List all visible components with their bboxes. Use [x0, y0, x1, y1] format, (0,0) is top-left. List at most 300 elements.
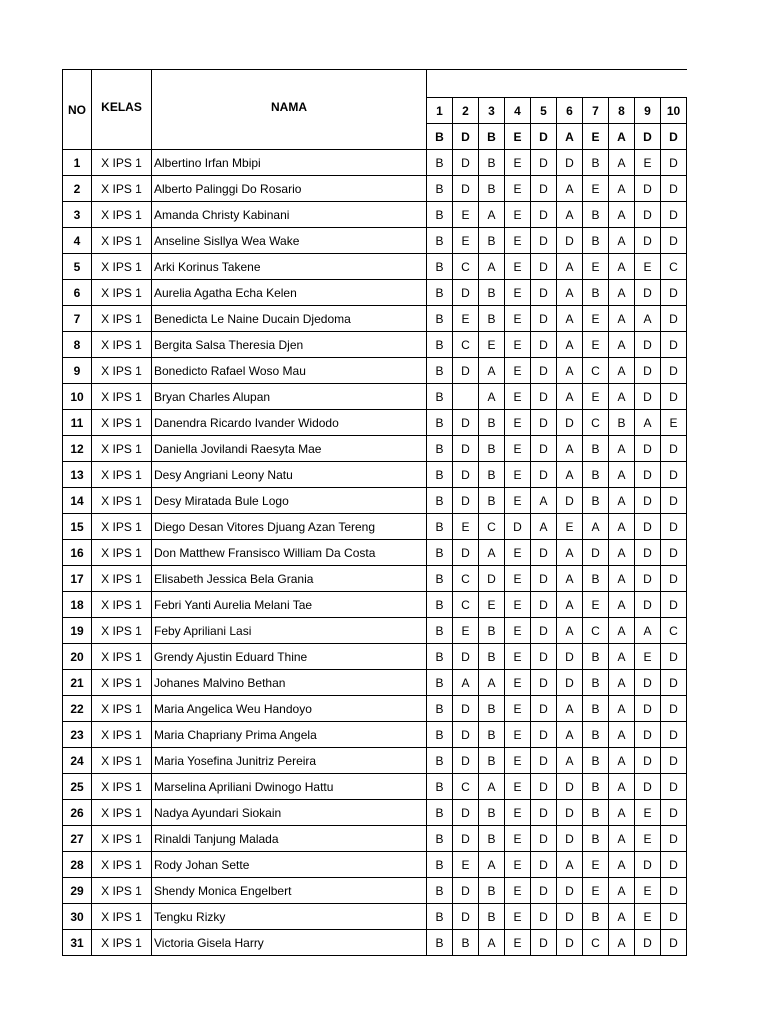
table-row — [63, 618, 687, 644]
answer-cell: D — [557, 670, 583, 696]
answer-cell: D — [531, 930, 557, 956]
answer-cell: B — [583, 748, 609, 774]
answer-cell: D — [661, 566, 687, 592]
student-rows — [63, 150, 687, 956]
answer-cell: D — [531, 878, 557, 904]
row-number: 19 — [63, 618, 92, 644]
row-number: 3 — [63, 202, 92, 228]
answer-cell: E — [505, 878, 531, 904]
row-number: 22 — [63, 696, 92, 722]
answer-sheet-table — [62, 69, 687, 956]
answer-cell: E — [505, 566, 531, 592]
answer-cell: A — [557, 696, 583, 722]
class-cell: X IPS 1 — [92, 410, 152, 436]
answer-key-6: A — [557, 124, 583, 150]
answer-cell: D — [531, 332, 557, 358]
answer-cell: A — [609, 150, 635, 176]
answer-cell: E — [505, 332, 531, 358]
table-row — [63, 670, 687, 696]
class-cell: X IPS 1 — [92, 306, 152, 332]
student-name: Maria Yosefina Junitriz Pereira — [152, 748, 427, 774]
row-number: 18 — [63, 592, 92, 618]
answer-cell: E — [505, 488, 531, 514]
answer-cell: C — [453, 592, 479, 618]
class-cell: X IPS 1 — [92, 436, 152, 462]
student-name: Marselina Apriliani Dwinogo Hattu — [152, 774, 427, 800]
answer-cell: A — [479, 384, 505, 410]
table-row — [63, 332, 687, 358]
answer-cell: D — [557, 410, 583, 436]
answer-cell: A — [531, 514, 557, 540]
answer-cell: D — [531, 410, 557, 436]
table-row — [63, 748, 687, 774]
answer-cell: E — [505, 306, 531, 332]
answer-cell: B — [427, 150, 453, 176]
answer-cell: A — [557, 280, 583, 306]
student-name: Grendy Ajustin Eduard Thine — [152, 644, 427, 670]
class-cell: X IPS 1 — [92, 540, 152, 566]
answer-cell: E — [505, 202, 531, 228]
student-name: Aurelia Agatha Echa Kelen — [152, 280, 427, 306]
class-cell: X IPS 1 — [92, 176, 152, 202]
answer-cell: B — [427, 774, 453, 800]
answer-cell: A — [557, 306, 583, 332]
answer-cell: D — [557, 904, 583, 930]
answer-cell: D — [583, 540, 609, 566]
answer-cell: D — [453, 436, 479, 462]
answer-cell: A — [557, 852, 583, 878]
answer-cell: A — [557, 332, 583, 358]
header-kelas: KELAS — [92, 70, 152, 150]
answer-cell: C — [583, 358, 609, 384]
row-number: 26 — [63, 800, 92, 826]
answer-cell: A — [609, 332, 635, 358]
row-number: 24 — [63, 748, 92, 774]
student-name: Febri Yanti Aurelia Melani Tae — [152, 592, 427, 618]
table-row — [63, 540, 687, 566]
row-number: 10 — [63, 384, 92, 410]
row-number: 21 — [63, 670, 92, 696]
table-row — [63, 826, 687, 852]
student-name: Bergita Salsa Theresia Djen — [152, 332, 427, 358]
answer-cell: D — [635, 696, 661, 722]
student-name: Maria Chapriany Prima Angela — [152, 722, 427, 748]
answer-cell: B — [427, 722, 453, 748]
answer-cell: E — [583, 384, 609, 410]
answer-cell: B — [583, 566, 609, 592]
table-row — [63, 904, 687, 930]
answer-cell: D — [557, 644, 583, 670]
answer-cell: D — [635, 774, 661, 800]
answer-cell: D — [661, 592, 687, 618]
answer-cell: B — [583, 904, 609, 930]
table-row — [63, 410, 687, 436]
answer-cell: B — [583, 436, 609, 462]
answer-cell: E — [635, 826, 661, 852]
answer-cell: D — [453, 878, 479, 904]
question-number-4: 4 — [505, 98, 531, 124]
answer-cell: D — [531, 800, 557, 826]
answer-cell: A — [479, 930, 505, 956]
class-cell: X IPS 1 — [92, 566, 152, 592]
student-name: Nadya Ayundari Siokain — [152, 800, 427, 826]
answer-cell: D — [453, 176, 479, 202]
answer-cell: B — [427, 826, 453, 852]
answer-cell: D — [505, 514, 531, 540]
row-number: 23 — [63, 722, 92, 748]
answer-cell: E — [505, 462, 531, 488]
answer-cell: D — [531, 462, 557, 488]
class-cell: X IPS 1 — [92, 826, 152, 852]
question-number-5: 5 — [531, 98, 557, 124]
student-name: Maria Angelica Weu Handoyo — [152, 696, 427, 722]
student-name: Bonedicto Rafael Woso Mau — [152, 358, 427, 384]
row-number: 6 — [63, 280, 92, 306]
answer-cell: B — [427, 618, 453, 644]
answer-cell: E — [453, 306, 479, 332]
answer-cell: C — [453, 566, 479, 592]
answer-cell: D — [531, 228, 557, 254]
answer-cell: E — [505, 826, 531, 852]
answer-cell: B — [479, 722, 505, 748]
answer-cell: B — [427, 930, 453, 956]
answer-cell: B — [479, 826, 505, 852]
answer-cell: A — [609, 774, 635, 800]
answer-cell: A — [635, 410, 661, 436]
answer-cell: B — [427, 254, 453, 280]
answer-cell: D — [531, 592, 557, 618]
student-name: Arki Korinus Takene — [152, 254, 427, 280]
answer-cell: B — [427, 878, 453, 904]
answer-cell: E — [505, 436, 531, 462]
answer-cell: A — [557, 254, 583, 280]
answer-cell: D — [661, 800, 687, 826]
answer-key-8: A — [609, 124, 635, 150]
answer-cell: D — [661, 670, 687, 696]
answer-key-10: D — [661, 124, 687, 150]
class-cell: X IPS 1 — [92, 592, 152, 618]
student-name: Diego Desan Vitores Djuang Azan Tereng — [152, 514, 427, 540]
answer-cell: A — [609, 852, 635, 878]
student-name: Alberto Palinggi Do Rosario — [152, 176, 427, 202]
answer-cell: A — [557, 722, 583, 748]
student-name: Rody Johan Sette — [152, 852, 427, 878]
row-number: 8 — [63, 332, 92, 358]
answer-cell: D — [635, 852, 661, 878]
answer-cell: D — [453, 696, 479, 722]
student-name: Albertino Irfan Mbipi — [152, 150, 427, 176]
answer-key-1: B — [427, 124, 453, 150]
answer-cell: A — [479, 670, 505, 696]
answer-cell: B — [479, 878, 505, 904]
question-number-1: 1 — [427, 98, 453, 124]
class-cell: X IPS 1 — [92, 670, 152, 696]
answer-cell: E — [635, 254, 661, 280]
answer-cell: D — [531, 774, 557, 800]
answer-cell: E — [505, 644, 531, 670]
answer-cell: D — [635, 722, 661, 748]
answer-key-4: E — [505, 124, 531, 150]
class-cell: X IPS 1 — [92, 748, 152, 774]
table-row — [63, 852, 687, 878]
answer-cell: E — [583, 592, 609, 618]
answer-cell: A — [609, 540, 635, 566]
answer-cell: E — [505, 930, 531, 956]
answer-cell: D — [531, 904, 557, 930]
answer-cell: E — [505, 280, 531, 306]
answer-cell: D — [531, 540, 557, 566]
answer-cell: D — [661, 332, 687, 358]
answer-cell: A — [609, 826, 635, 852]
answer-cell: A — [609, 358, 635, 384]
answer-cell: A — [609, 514, 635, 540]
answer-cell: D — [531, 280, 557, 306]
table-row — [63, 358, 687, 384]
answer-cell: B — [479, 800, 505, 826]
student-name: Desy Miratada Bule Logo — [152, 488, 427, 514]
student-name: Bryan Charles Alupan — [152, 384, 427, 410]
table-row — [63, 514, 687, 540]
answer-cell: A — [609, 280, 635, 306]
answer-cell: E — [505, 852, 531, 878]
answer-cell: A — [609, 592, 635, 618]
header-question-group — [427, 70, 687, 98]
row-number: 2 — [63, 176, 92, 202]
answer-cell: D — [531, 748, 557, 774]
answer-cell: A — [609, 722, 635, 748]
answer-cell: B — [427, 306, 453, 332]
answer-cell: B — [427, 280, 453, 306]
answer-cell: D — [635, 384, 661, 410]
class-cell: X IPS 1 — [92, 150, 152, 176]
answer-cell: E — [505, 358, 531, 384]
answer-cell: E — [583, 852, 609, 878]
answer-cell: C — [661, 254, 687, 280]
answer-cell: B — [479, 618, 505, 644]
answer-cell: D — [531, 618, 557, 644]
table-row — [63, 254, 687, 280]
answer-cell: B — [479, 488, 505, 514]
answer-cell: D — [661, 488, 687, 514]
answer-cell: E — [505, 670, 531, 696]
answer-cell: D — [531, 722, 557, 748]
answer-key-9: D — [635, 124, 661, 150]
question-number-10: 10 — [661, 98, 687, 124]
answer-cell: B — [479, 176, 505, 202]
class-cell: X IPS 1 — [92, 254, 152, 280]
table-row — [63, 878, 687, 904]
answer-cell: B — [583, 228, 609, 254]
answer-cell: A — [557, 748, 583, 774]
question-number-8: 8 — [609, 98, 635, 124]
row-number: 29 — [63, 878, 92, 904]
answer-cell: C — [453, 254, 479, 280]
table-row — [63, 696, 687, 722]
answer-cell: A — [609, 696, 635, 722]
answer-cell: D — [635, 488, 661, 514]
student-name: Anseline Sisllya Wea Wake — [152, 228, 427, 254]
class-cell: X IPS 1 — [92, 774, 152, 800]
row-number: 28 — [63, 852, 92, 878]
answer-cell: D — [531, 852, 557, 878]
answer-cell: B — [583, 670, 609, 696]
answer-cell: E — [479, 332, 505, 358]
answer-cell: E — [661, 410, 687, 436]
answer-cell: A — [479, 774, 505, 800]
answer-cell — [453, 384, 479, 410]
answer-cell: B — [479, 150, 505, 176]
student-name: Benedicta Le Naine Ducain Djedoma — [152, 306, 427, 332]
answer-cell: E — [635, 904, 661, 930]
row-number: 12 — [63, 436, 92, 462]
table-row — [63, 592, 687, 618]
answer-cell: A — [609, 436, 635, 462]
answer-cell: A — [609, 904, 635, 930]
answer-cell: D — [557, 930, 583, 956]
answer-cell: B — [479, 748, 505, 774]
answer-cell: D — [635, 748, 661, 774]
answer-cell: B — [479, 410, 505, 436]
student-name: Feby Apriliani Lasi — [152, 618, 427, 644]
answer-cell: D — [635, 670, 661, 696]
student-name: Victoria Gisela Harry — [152, 930, 427, 956]
student-name: Danendra Ricardo Ivander Widodo — [152, 410, 427, 436]
class-cell: X IPS 1 — [92, 358, 152, 384]
answer-cell: E — [583, 878, 609, 904]
answer-cell: B — [427, 514, 453, 540]
answer-cell: A — [609, 618, 635, 644]
answer-cell: D — [661, 176, 687, 202]
answer-cell: B — [583, 774, 609, 800]
answer-key-7: E — [583, 124, 609, 150]
row-number: 1 — [63, 150, 92, 176]
answer-cell: D — [661, 514, 687, 540]
class-cell: X IPS 1 — [92, 878, 152, 904]
answer-cell: D — [661, 774, 687, 800]
answer-cell: E — [505, 696, 531, 722]
student-name: Elisabeth Jessica Bela Grania — [152, 566, 427, 592]
answer-cell: D — [531, 436, 557, 462]
row-number: 9 — [63, 358, 92, 384]
answer-cell: E — [505, 176, 531, 202]
answer-cell: A — [583, 514, 609, 540]
answer-cell: A — [609, 254, 635, 280]
answer-cell: D — [453, 644, 479, 670]
answer-cell: D — [661, 644, 687, 670]
answer-cell: D — [635, 566, 661, 592]
answer-cell: A — [609, 176, 635, 202]
answer-cell: B — [427, 540, 453, 566]
answer-cell: B — [427, 436, 453, 462]
answer-cell: B — [583, 800, 609, 826]
answer-cell: B — [479, 904, 505, 930]
answer-cell: E — [505, 800, 531, 826]
row-number: 15 — [63, 514, 92, 540]
answer-cell: D — [661, 150, 687, 176]
answer-cell: D — [635, 462, 661, 488]
class-cell: X IPS 1 — [92, 800, 152, 826]
answer-cell: B — [583, 826, 609, 852]
answer-cell: B — [427, 410, 453, 436]
answer-cell: E — [453, 618, 479, 644]
table-row — [63, 800, 687, 826]
row-number: 5 — [63, 254, 92, 280]
answer-cell: E — [505, 254, 531, 280]
answer-cell: E — [583, 306, 609, 332]
answer-cell: B — [427, 696, 453, 722]
answer-cell: A — [557, 540, 583, 566]
answer-cell: E — [505, 748, 531, 774]
row-number: 13 — [63, 462, 92, 488]
answer-cell: D — [531, 826, 557, 852]
answer-cell: B — [427, 800, 453, 826]
class-cell: X IPS 1 — [92, 332, 152, 358]
class-cell: X IPS 1 — [92, 618, 152, 644]
answer-cell: B — [479, 696, 505, 722]
table-row — [63, 202, 687, 228]
answer-cell: E — [479, 592, 505, 618]
answer-cell: E — [635, 878, 661, 904]
answer-key-2: D — [453, 124, 479, 150]
answer-cell: B — [453, 930, 479, 956]
answer-cell: A — [609, 878, 635, 904]
answer-cell: B — [609, 410, 635, 436]
answer-cell: B — [583, 488, 609, 514]
table-row — [63, 436, 687, 462]
class-cell: X IPS 1 — [92, 462, 152, 488]
header-nama: NAMA — [152, 70, 427, 150]
answer-cell: C — [479, 514, 505, 540]
answer-cell: D — [661, 878, 687, 904]
answer-cell: B — [583, 202, 609, 228]
answer-cell: A — [557, 176, 583, 202]
table-row — [63, 384, 687, 410]
answer-cell: D — [661, 384, 687, 410]
answer-cell: A — [609, 228, 635, 254]
answer-cell: A — [479, 202, 505, 228]
answer-cell: D — [453, 410, 479, 436]
answer-cell: A — [453, 670, 479, 696]
answer-cell: D — [531, 306, 557, 332]
answer-cell: D — [635, 202, 661, 228]
answer-cell: A — [557, 436, 583, 462]
row-number: 30 — [63, 904, 92, 930]
answer-cell: A — [557, 358, 583, 384]
answer-cell: D — [531, 696, 557, 722]
class-cell: X IPS 1 — [92, 722, 152, 748]
answer-cell: E — [583, 254, 609, 280]
row-number: 7 — [63, 306, 92, 332]
answer-cell: A — [479, 852, 505, 878]
answer-cell: D — [531, 644, 557, 670]
answer-cell: A — [479, 358, 505, 384]
answer-cell: B — [479, 644, 505, 670]
student-name: Don Matthew Fransisco William Da Costa — [152, 540, 427, 566]
table-row — [63, 774, 687, 800]
answer-cell: A — [609, 644, 635, 670]
student-name: Daniella Jovilandi Raesyta Mae — [152, 436, 427, 462]
answer-cell: E — [505, 592, 531, 618]
answer-cell: A — [557, 566, 583, 592]
answer-cell: A — [557, 202, 583, 228]
answer-cell: D — [453, 280, 479, 306]
answer-cell: B — [479, 280, 505, 306]
header-no: NO — [63, 70, 92, 150]
student-name: Johanes Malvino Bethan — [152, 670, 427, 696]
answer-cell: D — [531, 670, 557, 696]
answer-cell: E — [505, 410, 531, 436]
table-row — [63, 228, 687, 254]
